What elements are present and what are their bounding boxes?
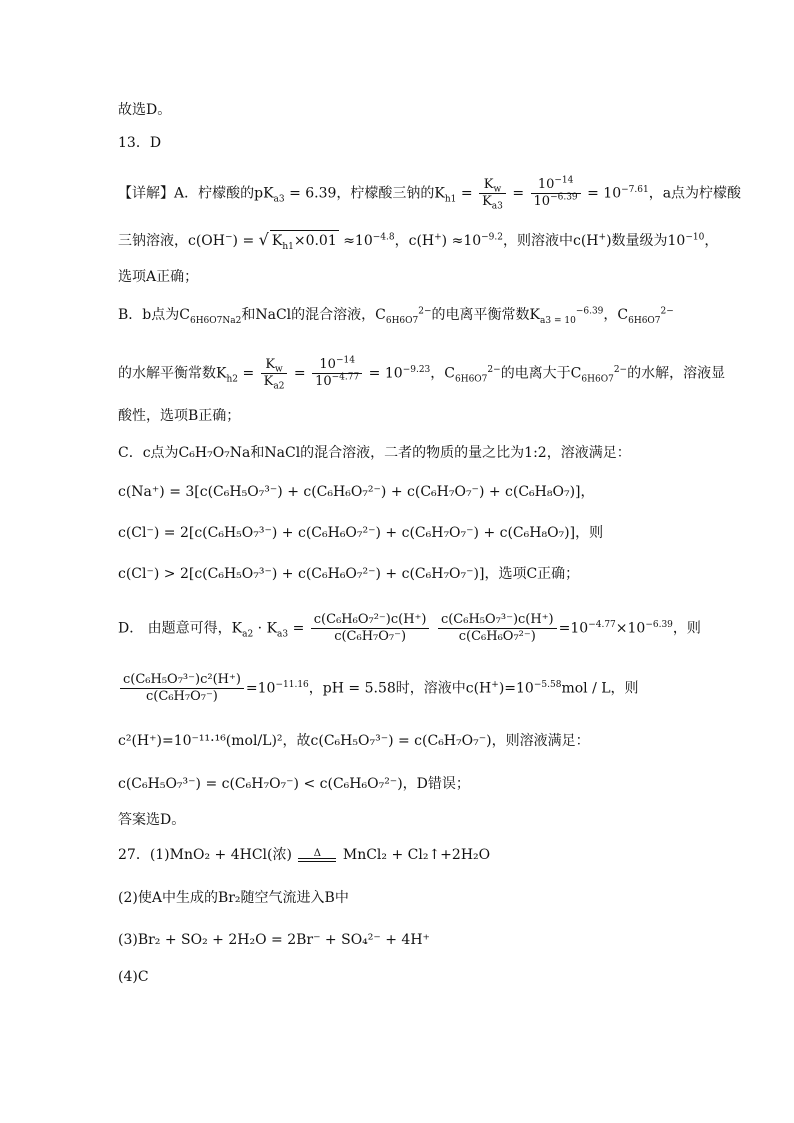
fraction-powers-b: $\frac{10^{-14}}{10^{-4.77}}$ <box>312 357 362 390</box>
option-c-line-1: C．c点为C₆H₇O₇Na和NaCl的混合溶液，二者的物质的量之比为1:2，溶液满足： <box>118 445 631 461</box>
fraction-kw-ka3: $\frac{K_w}{K_{a3}}$ <box>479 177 506 210</box>
q27-line-4: (4)C <box>118 969 149 985</box>
option-c-line-2: c(Na⁺) = 3[c(C₆H₅O₇³⁻) + c(C₆H₆O₇²⁻) + c(C₆H₇O₇⁻) + c(C₆H₈O₇)]， <box>118 484 595 500</box>
option-d-line-1: D． 由题意可得，$K_{a2} \cdot K_{a3}$ = $\frac{\text{c(C₆H₆O₇²⁻)c(H⁺)}}{\text{c(C₆H₇O₇⁻)}}$ $\frac{\text{c(C₆H₅O₇³⁻)c(H⁺)}}{\text{c(C₆H₆O₇²⁻)}}$ $=10^{-4.77}\times 10^{-6.39}$，则 <box>118 612 701 644</box>
answer-line: 答案选D。 <box>118 812 186 828</box>
fraction-powers: $\frac{10^{-14}}{10^{-6.39}}$ <box>531 177 581 210</box>
option-b-line-3: 酸性，选项B正确； <box>118 408 241 424</box>
q27-line-1: 27．(1)MnO₂ + 4HCl(浓) Δ MnCl₂ + Cl₂↑+2H₂O <box>118 847 491 863</box>
fraction-kw-ka2: $\frac{K_w}{K_{a2}}$ <box>261 357 288 390</box>
option-d-line-4: c(C₆H₅O₇³⁻) = c(C₆H₇O₇⁻) < c(C₆H₆O₇²⁻)，D错误； <box>118 776 470 792</box>
option-c-line-4: c(Cl⁻) > 2[c(C₆H₅O₇³⁻) + c(C₆H₆O₇²⁻) + c(C₆H₇O₇⁻)]，选项C正确； <box>118 566 580 582</box>
text-line: 故选D。 <box>118 102 172 118</box>
q27-line-2: (2)使A中生成的Br₂随空气流进入B中 <box>118 890 349 906</box>
reaction-condition: Δ <box>298 849 336 862</box>
option-a-line-2: 三钠溶液，c(OH−) = √ $K_{h1}\times 0.01 \approx 10^{-4.8}$，$c(H^+) \approx 10^{-9.2}$，则溶液中c(H+)数量级为$10^{-10}$， <box>118 230 719 252</box>
question-number: 13．D <box>118 135 162 151</box>
fraction-ka3: $\frac{\text{c(C₆H₅O₇³⁻)c(H⁺)}}{\text{c(C₆H₆O₇²⁻)}}$ <box>438 612 557 645</box>
option-b-line-1: B．b点为$C_{6H6O7Na2}$和NaCl的混合溶液，$C_{6H6O7}^{2-}$的电离平衡常数$K_{a3 = 10}^{-6.39}$，$C_{6H6O7}^{2-}$ <box>118 306 674 326</box>
option-d-line-3: c²(H⁺)=10⁻¹¹·¹⁶(mol/L)²，故c(C₆H₅O₇³⁻) = c(C₆H₇O₇⁻)，则溶液满足： <box>118 733 590 749</box>
option-a-line-3: 选项A正确； <box>118 269 199 285</box>
option-a-line-1: 【详解】A．柠檬酸的$pK_{a3} = 6.39$，柠檬酸三钠的$K_{h1}$ = $\frac{K_w}{K_{a3}}$ = $\frac{10^{-14}}{10^{-6.39}}$ = $10^{-7.61}$，a点为柠檬酸 <box>118 175 742 212</box>
fraction-ka2: $\frac{\text{c(C₆H₆O₇²⁻)c(H⁺)}}{\text{c(C₆H₇O₇⁻)}}$ <box>311 612 430 645</box>
option-d-line-2: $\frac{\text{c(C₆H₅O₇³⁻)c²(H⁺)}}{\text{c(C₆H₇O₇⁻)}}$ $=10^{-11.16}$，pH = 5.58时，溶液中$c(H^+)=10^{-5.58}mol / L$，则 <box>118 672 639 705</box>
q27-line-3: (3)Br₂ + SO₂ + 2H₂O = 2Br⁻ + SO₄²⁻ + 4H⁺ <box>118 932 430 948</box>
option-b-line-2: 的水解平衡常数$K_{h2}$ = $\frac{K_w}{K_{a2}}$ = $\frac{10^{-14}}{10^{-4.77}}$ = $10^{-9.23}$，$C_{6H6O7}^{2-}$的电离大于$C_{6H6O7}^{2-}$的水解，溶液显 <box>118 355 726 392</box>
option-c-line-3: c(Cl⁻) = 2[c(C₆H₅O₇³⁻) + c(C₆H₆O₇²⁻) + c(C₆H₇O₇⁻) + c(C₆H₈O₇)]，则 <box>118 525 604 541</box>
fraction-product: $\frac{\text{c(C₆H₅O₇³⁻)c²(H⁺)}}{\text{c(C₆H₇O₇⁻)}}$ <box>120 672 244 705</box>
